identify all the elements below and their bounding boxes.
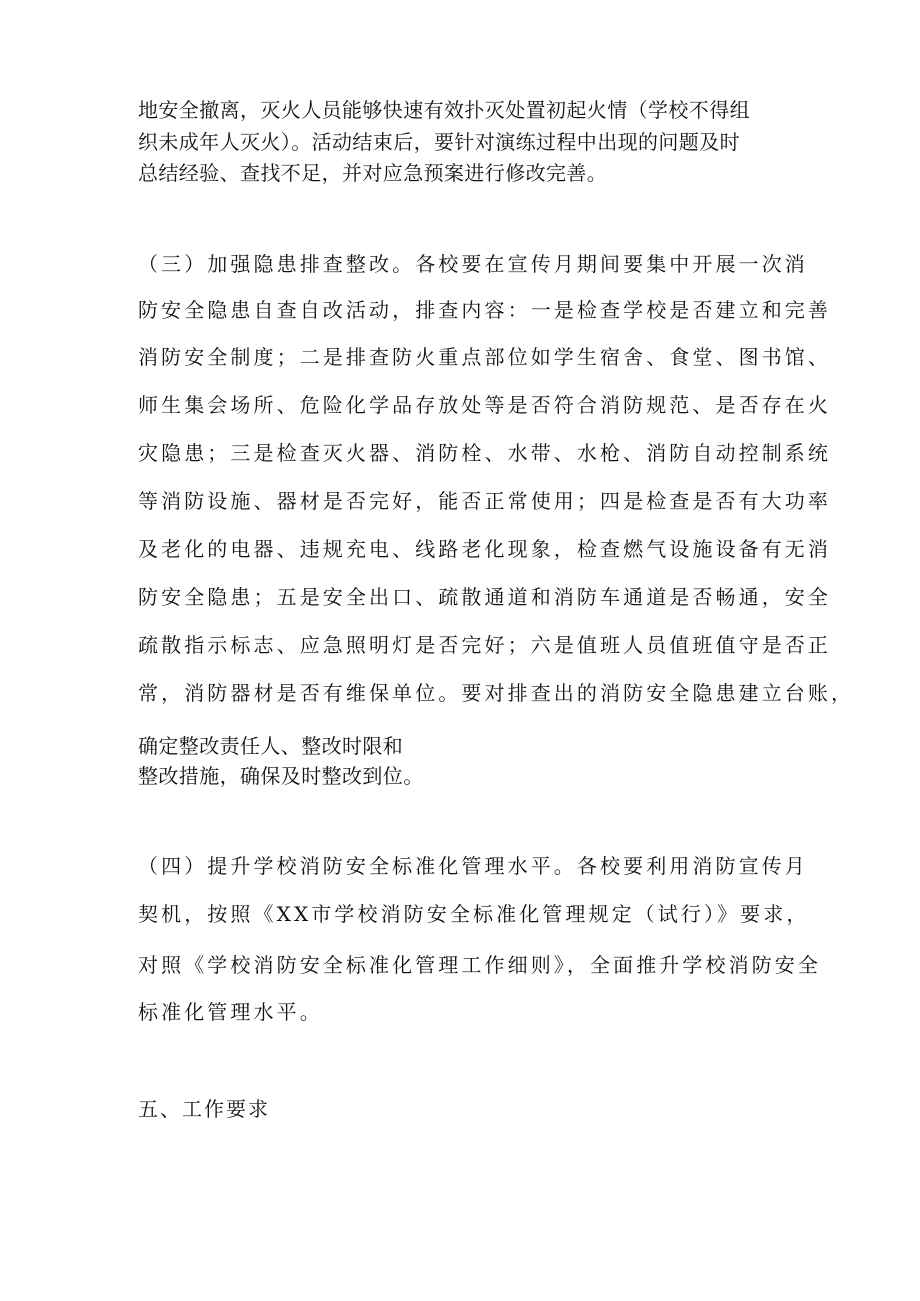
paragraph-line: （三）加强隐患排查整改。各校要在宣传月期间要集中开展一次消 [138,252,808,276]
paragraph-line: 及老化的电器、违规充电、线路老化现象，检查燃气设施设备有无消 [138,537,831,561]
paragraph-line: 地安全撤离，灭火人员能够快速有效扑灭处置初起火情（学校不得组 [138,98,750,122]
paragraph-line: 灾隐患；三是检查灭火器、消防栓、水带、水枪、消防自动控制系统 [138,441,831,465]
paragraph-line: 等消防设施、器材是否完好，能否正常使用；四是检查是否有大功率 [138,489,831,513]
paragraph-line: 消防安全制度；二是排查防火重点部位如学生宿舍、食堂、图书馆、 [138,345,831,369]
paragraph-line: 标准化管理水平。 [138,1000,323,1024]
paragraph-line: 对照《学校消防安全标准化管理工作细则》，全面推升学校消防安全 [138,953,821,977]
paragraph-line: 织未成年人灭火）。活动结束后，要针对演练过程中出现的问题及时 [138,130,740,154]
section-heading: 五、工作要求 [138,1097,270,1121]
paragraph-line: 确定整改责任人、整改时限和 [138,734,404,758]
paragraph-line: 防安全隐患自查自改活动，排查内容：一是检查学校是否建立和完善 [138,298,831,322]
paragraph-line: 整改措施，确保及时整改到位。 [138,764,424,788]
paragraph-line: 常，消防器材是否有维保单位。要对排查出的消防安全隐患建立台账， [138,681,855,705]
paragraph-line: 契机，按照《XX市学校消防安全标准化管理规定（试行）》要求， [138,902,810,926]
paragraph-line: 疏散指示标志、应急照明灯是否完好；六是值班人员值班值守是否正 [138,633,831,657]
paragraph-line: 防安全隐患；五是安全出口、疏散通道和消防车通道是否畅通，安全 [138,585,831,609]
paragraph-line: 师生集会场所、危险化学品存放处等是否符合消防规范、是否存在火 [138,393,831,417]
paragraph-line: （四）提升学校消防安全标准化管理水平。各校要利用消防宣传月 [138,854,808,878]
paragraph-line: 总结经验、查找不足，并对应急预案进行修改完善。 [138,161,608,185]
